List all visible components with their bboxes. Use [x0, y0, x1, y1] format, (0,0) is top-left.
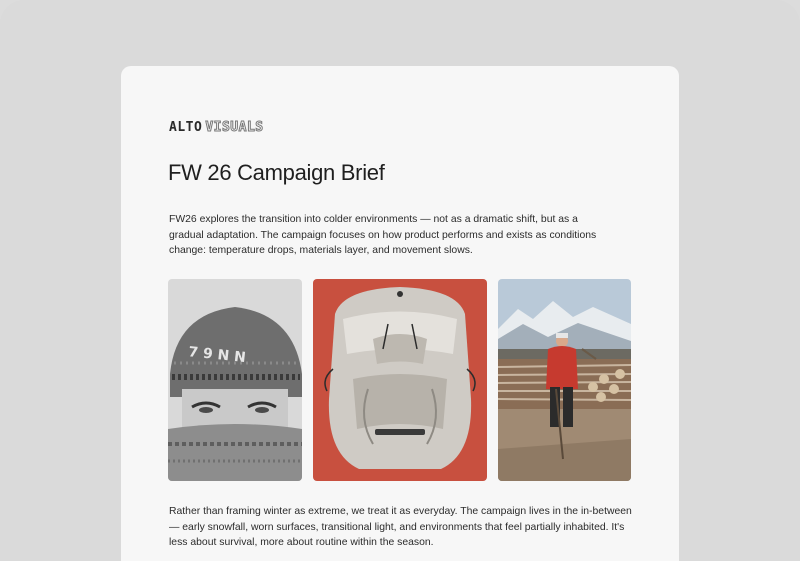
svg-text:7 9 N N: 7 9 N N: [187, 344, 247, 367]
alto-visuals-logo: [169, 119, 264, 135]
log-pile-mountain-image: [498, 279, 631, 481]
beanie-portrait-image: [168, 279, 302, 481]
logo-outline-text: VISUALS: [205, 119, 264, 135]
logo-solid-text: ALTO: [169, 119, 203, 135]
campaign-brief-document: [121, 66, 679, 561]
intro-paragraph: FW26 explores the transition into colder environments — not as a dramatic shift, but as a gradual adaptation. The campaign focuses on how product performs and exists as conditions change: temperature drops, materials layer, and movement slows.: [169, 214, 597, 256]
body-paragraph: Rather than framing winter as extreme, we treat it as everyday. The campaign lives in the in-between — early snowfall, worn surfaces, transitional light, and environments that feel partially inhabited. It's less about survival, more about routine within the season.: [169, 506, 632, 548]
backpack-image: [313, 279, 487, 481]
page-title: FW 26 Campaign Brief: [168, 160, 385, 185]
